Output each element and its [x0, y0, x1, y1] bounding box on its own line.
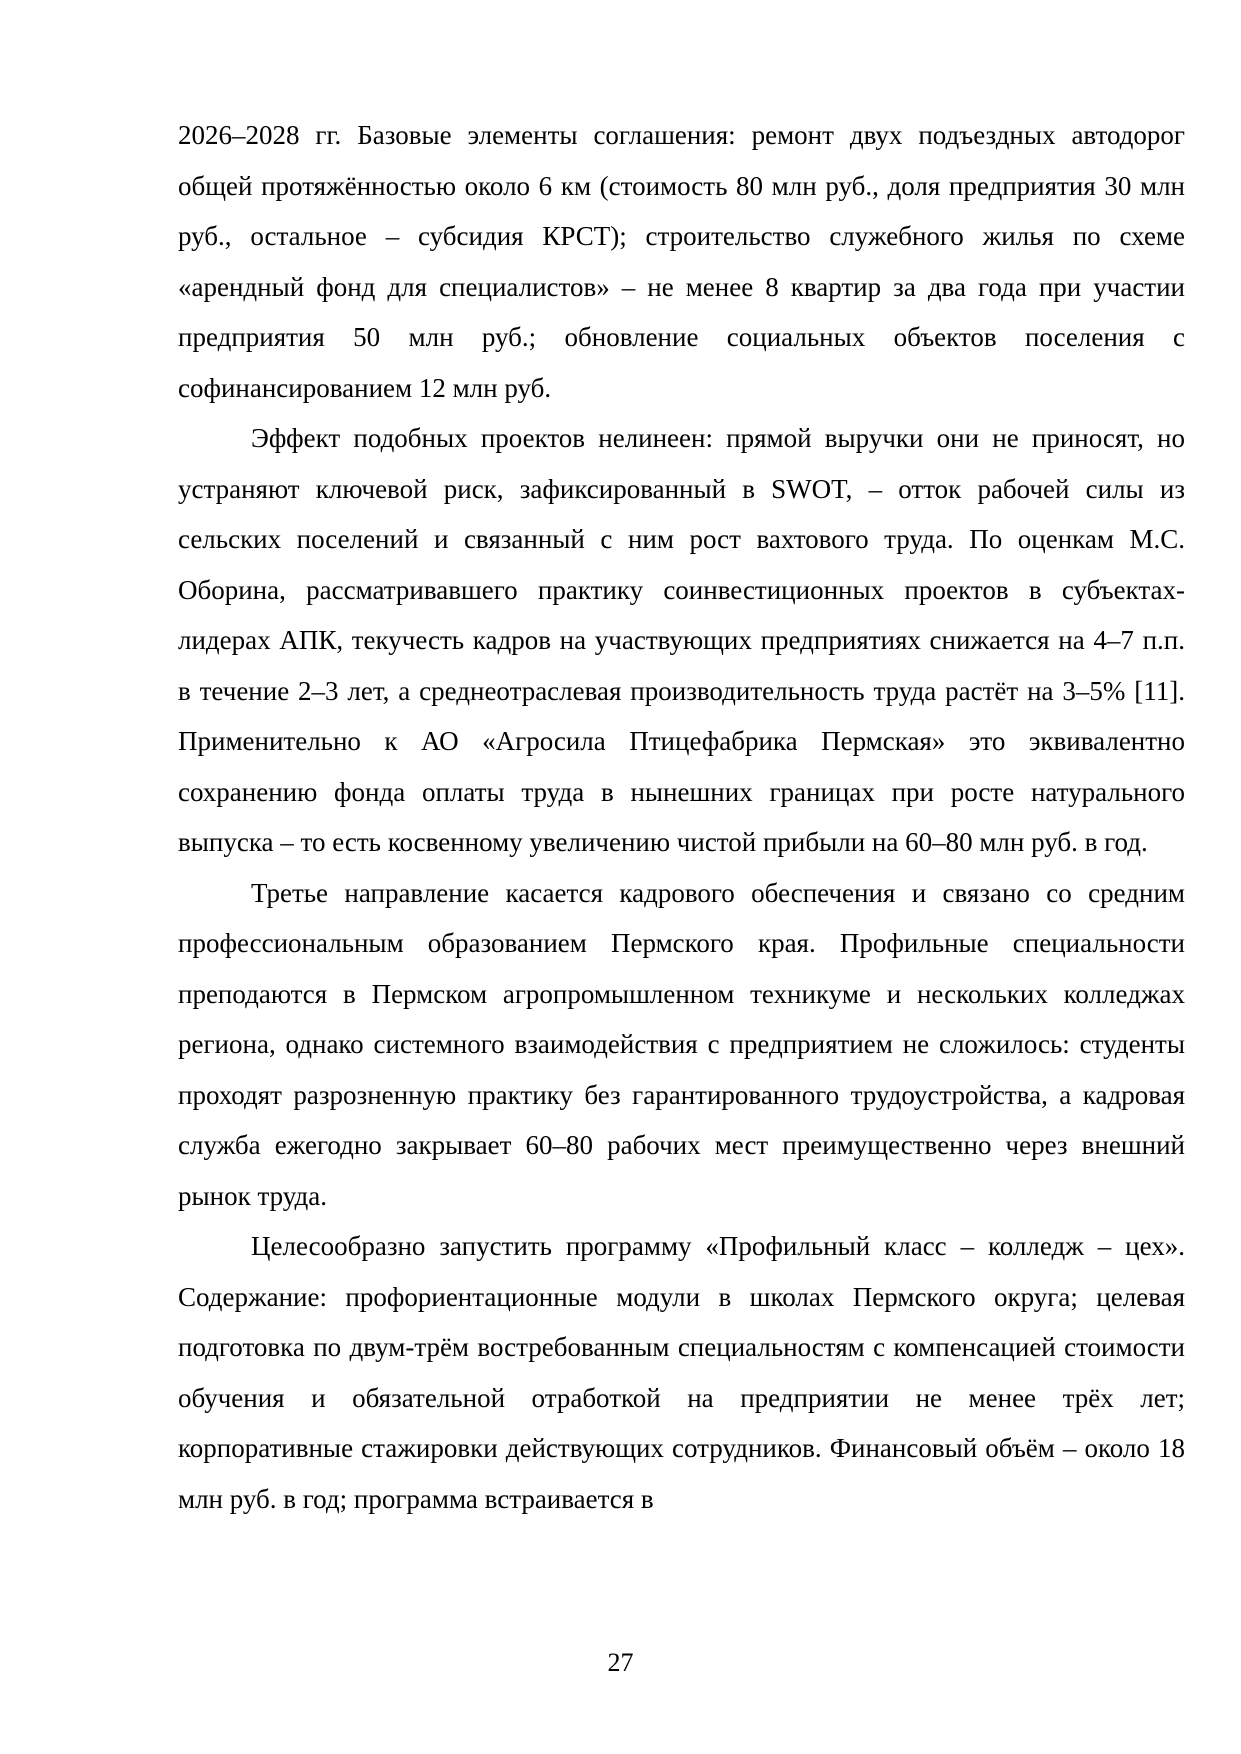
- paragraph-continuation: 2026–2028 гг. Базовые элементы соглашения: ремонт двух подъездных автодорог общей протяжённостью около 6 км (стоимость 80 млн руб., доля предприятия 30 млн руб., остальное – субсидия КРСТ); строительство служебного жилья по схеме «арендный фонд для специалистов» – не менее 8 квартир за два года при участии предприятия 50 млн руб.; обновление социальных объектов поселения с софинансированием 12 млн руб.: [178, 120, 1185, 403]
- page-body: [178, 110, 1185, 1524]
- paragraph-effect: Эффект подобных проектов нелинеен: прямой выручки они не приносят, но устраняют ключевой риск, зафиксированный в SWOT, – отток рабочей силы из сельских поселений и связанный с ним рост вахтового труда. По оценкам М.С. Оборина, рассматривавшего практику соинвестиционных проектов в субъектах-лидерах АПК, текучесть кадров на участвующих предприятиях снижается на 4–7 п.п. в течение 2–3 лет, а среднеотраслевая производительность труда растёт на 3–5% [11]. Применительно к АО «Агросила Птицефабрика Пермская» это эквивалентно сохранению фонда оплаты труда в нынешних границах при росте натурального выпуска – то есть косвенному увеличению чистой прибыли на 60–80 млн руб. в год.: [178, 423, 1185, 857]
- paragraph-staffing: Третье направление касается кадрового обеспечения и связано со средним профессиональным образованием Пермского края. Профильные специальности преподаются в Пермском агропромышленном техникуме и нескольких колледжах региона, однако системного взаимодействия с предприятием не сложилось: студенты проходят разрозненную практику без гарантированного трудоустройства, а кадровая служба ежегодно закрывает 60–80 рабочих мест преимущественно через внешний рынок труда.: [178, 877, 1185, 1211]
- page-number: 27: [607, 1648, 634, 1677]
- paragraph-program: Целесообразно запустить программу «Профильный класс – колледж – цех». Содержание: профориентационные модули в школах Пермского округа; целевая подготовка по двум-трём востребованным специальностям с компенсацией стоимости обучения и обязательной отработкой на предприятии не менее трёх лет; корпоративные стажировки действующих сотрудников. Финансовый объём – около 18 млн руб. в год; программа встраивается в: [178, 1231, 1185, 1514]
